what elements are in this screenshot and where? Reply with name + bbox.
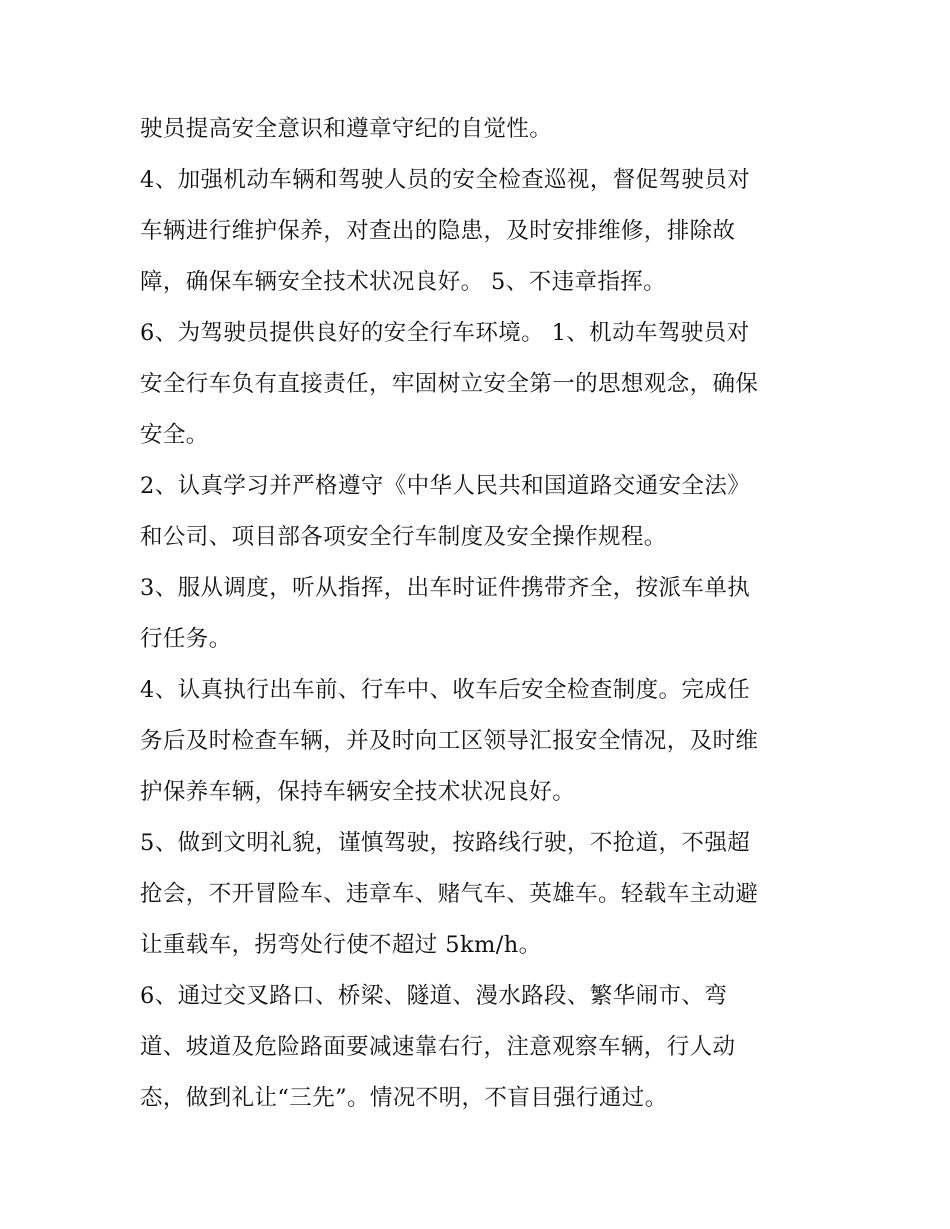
text-line: 和公司、项目部各项安全行车制度及安全操作规程。 [140,524,667,550]
text-line: 务后及时检查车辆，并及时向工区领导汇报安全情况，及时维 [140,728,759,754]
text-line: 护保养车辆，保持车辆安全技术状况良好。 [140,779,576,805]
text-line: 安全行车负有直接责任，牢固树立安全第一的思想观念，确保 [140,371,759,397]
text-line: 4、认真执行出车前、行车中、收车后安全检查制度。完成任 [140,677,751,703]
text-line: 道、坡道及危险路面要减速靠右行，注意观察车辆，行人动 [140,1034,736,1060]
text-line: 行任务。 [140,626,232,652]
text-line: 安全。 [140,422,209,448]
text-line: 6、为驾驶员提供良好的安全行车环境。 1、机动车驾驶员对 [140,320,750,346]
text-line: 抢会，不开冒险车、违章车、赌气车、英雄车。轻载车主动避 [140,881,759,907]
text-line: 态，做到礼让“三先”。情况不明，不盲目强行通过。 [140,1085,668,1111]
text-line: 障，确保车辆安全技术状况良好。 5、不违章指挥。 [140,269,667,295]
text-line: 3、服从调度，听从指挥，出车时证件携带齐全，按派车单执 [140,575,751,601]
document-body [140,108,820,1128]
text-line: 让重载车，拐弯处行使不超过 5km/h。 [140,932,542,958]
text-line: 5、做到文明礼貌，谨慎驾驶，按路线行驶，不抢道，不强超 [140,830,751,856]
text-line: 6、通过交叉路口、桥梁、隧道、漫水路段、繁华闹市、弯 [140,983,728,1009]
text-line: 车辆进行维护保养，对查出的隐患，及时安排维修，排除故 [140,218,736,244]
text-line: 驶员提高安全意识和遵章守纪的自觉性。 [140,116,553,142]
text-line: 2、认真学习并严格遵守《中华人民共和国道路交通安全法》 [140,473,751,499]
text-line: 4、加强机动车辆和驾驶人员的安全检查巡视，督促驾驶员对 [140,167,751,193]
